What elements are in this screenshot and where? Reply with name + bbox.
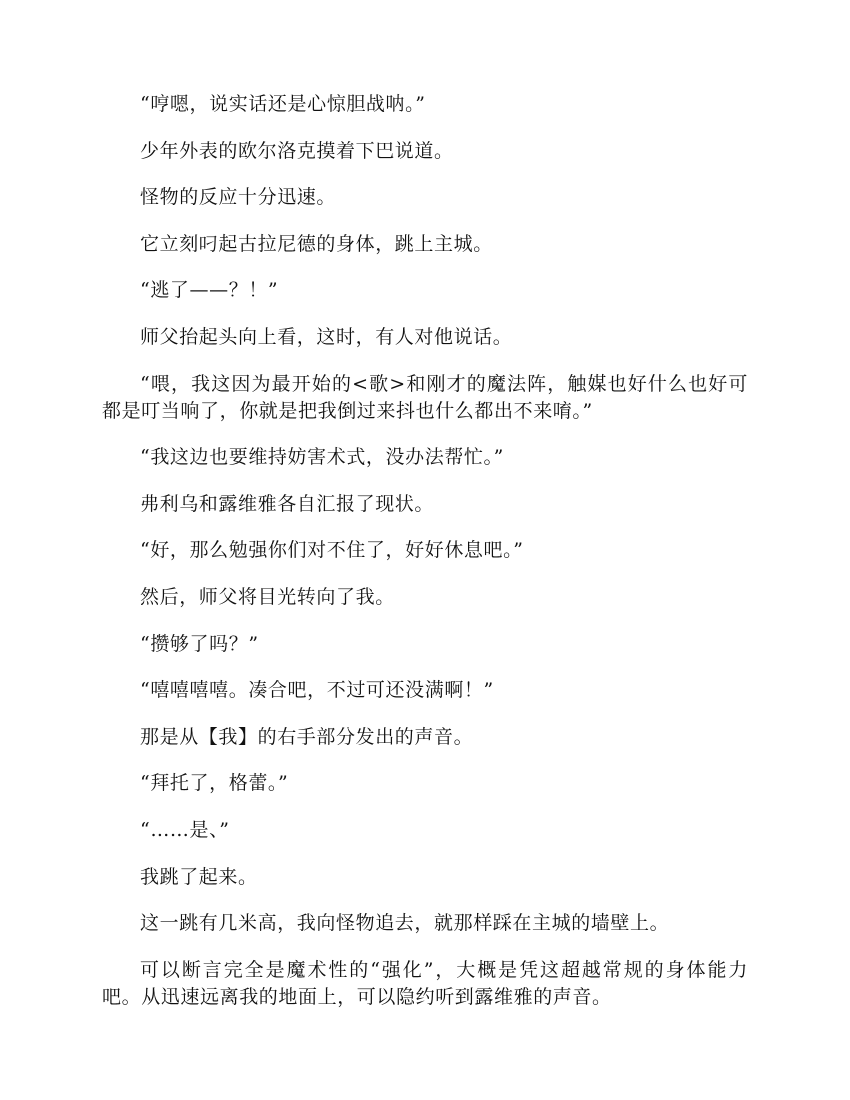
paragraph: “喂，我这因为最开始的<歌>和刚才的魔法阵，触媒也好什么也好可都是叮当响了，你就是把我倒过来抖也什么都出不来唷。” [102, 372, 748, 422]
document-page [102, 91, 748, 1030]
paragraph: “……是、” [140, 818, 230, 841]
paragraph: 怪物的反应十分迅速。 [140, 186, 337, 209]
paragraph: 我跳了起来。 [140, 865, 258, 888]
paragraph: “好，那么勉强你们对不住了，好好休息吧。” [140, 539, 524, 562]
paragraph: “逃了——？！” [140, 279, 279, 302]
paragraph: “我这边也要维持妨害术式，没办法帮忙。” [140, 446, 504, 469]
paragraph: 然后，师父将目光转向了我。 [140, 585, 395, 608]
paragraph: 这一跳有几米高，我向怪物追去，就那样踩在主城的墙壁上。 [140, 912, 670, 935]
paragraph: “攒够了吗？” [140, 632, 259, 655]
paragraph: 可以断言完全是魔术性的“强化”，大概是凭这超越常规的身体能力吧。从迅速远离我的地面上，可以隐约听到露维雅的声音。 [102, 958, 748, 1008]
paragraph: 弗利乌和露维雅各自汇报了现状。 [140, 492, 435, 515]
paragraph: 那是从【我】的右手部分发出的声音。 [140, 725, 474, 748]
paragraph: 少年外表的欧尔洛克摸着下巴说道。 [140, 139, 454, 162]
paragraph: 师父抬起头向上看，这时，有人对他说话。 [140, 325, 513, 348]
paragraph: “哼嗯，说实话还是心惊胆战呐。” [140, 93, 426, 115]
paragraph: “嘻嘻嘻嘻。凑合吧，不过可还没满啊！” [140, 679, 494, 702]
paragraph: “拜托了，格蕾。” [140, 772, 289, 795]
paragraph: 它立刻叼起古拉尼德的身体，跳上主城。 [140, 232, 493, 255]
